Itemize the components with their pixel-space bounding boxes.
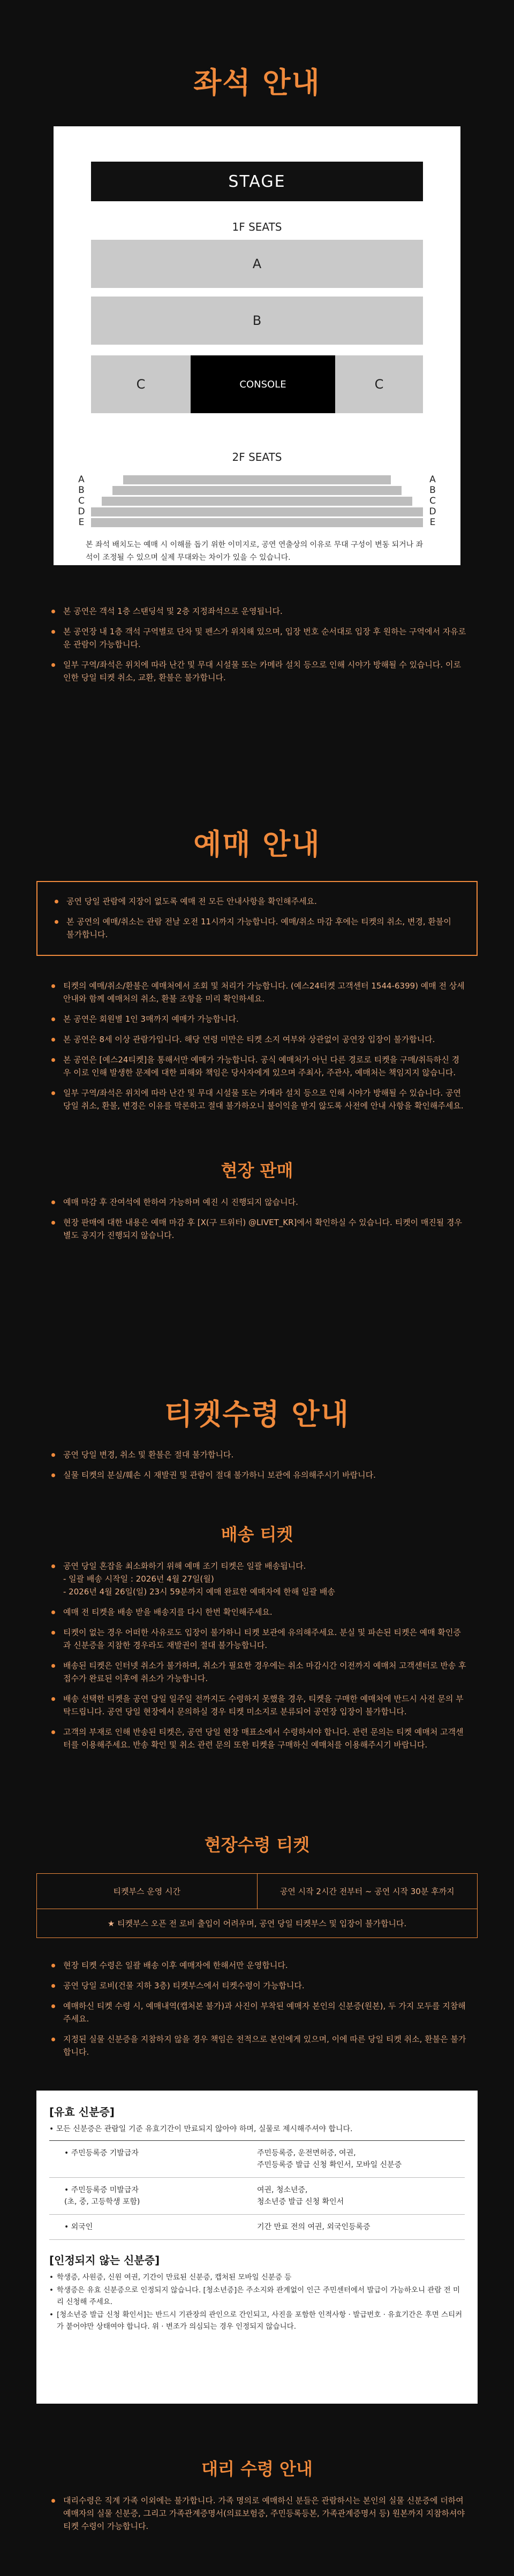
tier-row-a (123, 475, 391, 484)
id-accepted: 기간 만료 전의 여권, 외국인등록증 (257, 2223, 371, 2231)
block-c-right: C (335, 355, 423, 413)
list-item: 예매 마감 후 잔여석에 한하여 가능하며 예진 시 진행되지 않습니다. (49, 1196, 467, 1209)
valid-id-lead: • 모든 신분증은 관람일 기준 유효기간이 만료되지 않아야 하며, 실물로 제시해주셔야 합니다. (49, 2125, 353, 2133)
list-item: 배송 선택한 티켓을 공연 당일 일주일 전까지도 수령하지 못했을 경우, 티켓을 구매한 예매처에 반드시 사전 문의 부탁드립니다. 공연 당일 현장에서 문의하실 경우 티켓 미소지로 분류되어 공연장 입장이 불가합니다. (49, 1692, 467, 1718)
booth-note: ★ 티켓부스 오픈 전 로비 출입이 어려우며, 공연 당일 티켓부스 및 입장이 불가합니다. (107, 1919, 407, 1928)
proxy-title: 대리 수령 안내 (201, 2459, 313, 2479)
block-b: B (91, 297, 423, 345)
id-category: • 주민등록증 미발급자 (초, 중, 고등학생 포함) (64, 2186, 140, 2206)
console: CONSOLE (191, 355, 335, 413)
row-letter: A (429, 474, 436, 485)
ticket-bullets (49, 1448, 467, 1489)
ticket-title: 티켓수령 안내 (164, 1397, 350, 1431)
booth-hours-label: 티켓부스 운영 시간 (113, 1887, 180, 1896)
row-letter: D (78, 506, 85, 517)
list-item: 공연 당일 혼잡을 최소화하기 위해 예매 조기 티켓은 일괄 배송됩니다. - 일괄 배송 시작일 : 2026년 4월 27일(월) - 2026년 4월 26일(일) 23시 59분까지 예매 완료한 예매자에 한해 일괄 배송 (49, 1560, 467, 1598)
booth-hours-value: 공연 시작 2시간 전부터 ~ 공연 시작 30분 후까지 (257, 1874, 478, 1909)
id-category: • 외국인 (64, 2223, 93, 2231)
list-item: 배송된 티켓은 인터넷 취소가 불가하며, 취소가 필요한 경우에는 취소 마감시간 이전까지 예매처 고객센터로 반송 후 접수가 완료된 이후에 취소가 가능합니다. (49, 1659, 467, 1685)
row-letter: B (78, 485, 85, 496)
list-item: 티켓이 없는 경우 어떠한 사유로도 입장이 불가하니 티켓 보관에 유의해주세요. 분실 및 파손된 티켓은 예매 확인증과 신분증을 지참한 경우라도 재발권이 절대 불가능합니다. (49, 1626, 467, 1652)
onsite-pickup-title: 현장수령 티켓 (204, 1835, 310, 1855)
delivery-title: 배송 티켓 (221, 1524, 293, 1545)
list-item: 본 공연은 8세 이상 관람가입니다. 해당 연령 미만은 티켓 소지 여부와 상관없이 공연장 입장이 불가합니다. (49, 1033, 467, 1046)
list-item: 공연 당일 변경, 취소 및 환불은 절대 불가합니다. (49, 1448, 467, 1461)
onsite-sale-title: 현장 판매 (221, 1160, 293, 1181)
list-item: 본 공연은 [예스24티켓]을 통해서만 예매가 가능합니다. 공식 예매처가 아닌 다른 경로로 티켓을 구매/취득하신 경우 이로 인해 발생한 문제에 대한 피해와 책임은 당사자에게 있으며 주최사, 주관사, 예매처는 책임지지 않습니다. (49, 1053, 467, 1079)
row-letters-left (76, 474, 87, 528)
list-item: • 학생증, 사원증, 신원 여권, 기간이 만료된 신분증, 캡처된 모바일 신분증 등 (49, 2271, 465, 2283)
tier-row-b (112, 486, 402, 495)
row-letter: E (429, 517, 436, 528)
floor2-label: 2F SEATS (232, 451, 282, 463)
id-accepted: 여권, 청소년증, 청소년증 발급 신청 확인서 (257, 2186, 344, 2206)
list-item: 일부 구역/좌석은 위치에 따라 난간 및 무대 시설물 또는 카메라 설치 등으로 인해 시야가 방해될 수 있습니다. 이로 인한 당일 티켓 취소, 교환, 환불은 불가합니다. (49, 658, 467, 684)
row-letters-right (427, 474, 438, 528)
list-item: 고객의 부재로 인해 반송된 티켓은, 공연 당일 현장 매표소에서 수령하셔야 합니다. 관련 문의는 티켓 예매처 고객센터를 이용해주세요. 반송 확인 및 취소 관련 문의 또한 티켓을 구매하신 예매처를 이용해주시기 바랍니다. (49, 1726, 467, 1751)
id-requirements-panel (36, 2091, 478, 2404)
list-item: 본 공연의 예매/취소는 관람 전날 오전 11시까지 가능합니다. 예매/취소 마감 후에는 티켓의 취소, 변경, 환불이 불가합니다. (52, 915, 462, 941)
row-letter: B (429, 485, 436, 496)
row-letter: E (78, 517, 85, 528)
list-item: 본 공연은 객석 1층 스탠딩석 및 2층 지정좌석으로 운영됩니다. (49, 605, 467, 618)
list-item: 현장 판매에 대한 내용은 예매 마감 후 [X(구 트위터) @LIVET_KR]에서 확인하실 수 있습니다. 티켓이 매진될 경우 별도 공지가 진행되지 않습니다. (49, 1216, 467, 1242)
list-item: 공연 당일 로비(건물 지하 3층) 티켓부스에서 티켓수령이 가능합니다. (49, 1979, 467, 1992)
list-item: 일부 구역/좌석은 위치에 따라 난간 및 무대 시설물 또는 카메라 설치 등으로 인해 시야가 방해될 수 있습니다. 공연 당일 취소, 환불, 변경은 이유를 막론하고 절대 불가하오니 불이익을 받지 않도록 사전에 안내 사항을 확인해주세요. (49, 1086, 467, 1112)
valid-id-table (49, 2140, 465, 2240)
block-a: A (91, 240, 423, 288)
list-item: 실물 티켓의 분실/훼손 시 재발권 및 관람이 절대 불가하니 보관에 유의해주시기 바랍니다. (49, 1469, 467, 1481)
list-item: 티켓의 예매/취소/환불은 예매처에서 조회 및 처리가 가능합니다. (예스24티켓 고객센터 1544-6399) 예매 전 상세 안내와 함께 예매처의 취소, 환불 조항을 미리 확인하세요. (49, 979, 467, 1005)
id-category: • 주민등록증 기발급자 (64, 2149, 139, 2157)
invalid-id-title: [인정되지 않는 신분증] (49, 2254, 160, 2267)
list-item: • 학생증은 유효 신분증으로 인정되지 않습니다. [청소년증]은 주소지와 관계없이 인근 주민센터에서 발급이 가능하오니 관람 전 미리 신청해 주세요. (49, 2284, 465, 2308)
row-letter: D (429, 506, 436, 517)
table-row (37, 1909, 477, 1937)
list-item: 대리수령은 직계 가족 이외에는 불가합니다. 가족 명의로 예매하신 분들은 관람하시는 본인의 실물 신분증에 더하여 예매자의 실물 신분증, 그리고 가족관계증명서(의료보험증, 주민등록등본, 가족관계증명서 등) 원본까지 지참하셔야 티켓 수령이 가능합니다. (49, 2494, 467, 2533)
booking-notice-list (52, 895, 462, 941)
ticket-booth-table (36, 1873, 478, 1938)
seat-map-note: 본 좌석 배치도는 예매 시 이해를 돕기 위한 이미지로, 공연 연출상의 이유로 무대 구성이 변동 되거나 좌석이 조정될 수 있으며 실제 무대와는 차이가 있을 수 있습니다. (86, 541, 424, 562)
valid-id-title: [유효 신분증] (49, 2106, 115, 2118)
row-letter: C (429, 496, 436, 506)
seating-bullets (49, 605, 467, 692)
stage: STAGE (91, 162, 423, 201)
tier-row-d (91, 507, 423, 516)
invalid-id-list (49, 2271, 465, 2332)
onsite-sale-bullets (49, 1196, 467, 1249)
seat-map (54, 126, 460, 565)
table-row (49, 2141, 465, 2178)
list-item: • [청소년증 발급 신청 확인서]는 반드시 기관장의 관인으로 간인되고, 사진을 포함한 인적사항 · 발급번호 · 유효기간은 후면 스티커가 붙어야만 상태여야 합니다. 위 · 변조가 의심되는 경우 인정되지 않습니다. (49, 2309, 465, 2332)
list-item: 예매하신 티켓 수령 시, 예매내역(캡처본 불가)과 사진이 부착된 예매자 본인의 신분증(원본), 두 가지 모두를 지참해주세요. (49, 2000, 467, 2025)
block-c-left: C (91, 355, 191, 413)
booking-bullets (49, 979, 467, 1120)
row-letter: C (78, 496, 85, 506)
booking-title: 예매 안내 (193, 827, 321, 861)
booking-notice-box (36, 881, 478, 956)
onsite-pickup-bullets (49, 1959, 467, 2066)
floor1-label: 1F SEATS (232, 221, 282, 233)
list-item: 예매 전 티켓을 배송 받을 배송지를 다시 한번 확인해주세요. (49, 1606, 467, 1618)
list-item: 본 공연은 회원별 1인 3매까지 예매가 가능합니다. (49, 1013, 467, 1025)
list-item: 지정된 실물 신분증을 지참하지 않을 경우 책임은 전적으로 본인에게 있으며, 이에 따른 당일 티켓 취소, 환불은 불가합니다. (49, 2033, 467, 2058)
table-row (37, 1874, 477, 1909)
table-row (49, 2178, 465, 2215)
id-accepted: 주민등록증, 운전면허증, 여권, 주민등록증 발급 신청 확인서, 모바일 신분증 (257, 2149, 402, 2169)
row-letter: A (78, 474, 85, 485)
delivery-bullets (49, 1560, 467, 1759)
list-item: 공연 당일 관람에 지장이 없도록 예매 전 모든 안내사항을 확인해주세요. (52, 895, 462, 908)
proxy-bullets (49, 2494, 467, 2540)
list-item: 현장 티켓 수령은 일괄 배송 이후 예매자에 한해서만 운영합니다. (49, 1959, 467, 1972)
table-row (49, 2215, 465, 2240)
tier-row-c (102, 497, 412, 506)
list-item: 본 공연장 내 1층 객석 구역별로 단차 및 펜스가 위치해 있으며, 입장 번호 순서대로 입장 후 원하는 구역에서 자유로운 관람이 가능합니다. (49, 625, 467, 651)
seating-title: 좌석 안내 (193, 66, 321, 100)
tier-row-e (91, 518, 423, 527)
